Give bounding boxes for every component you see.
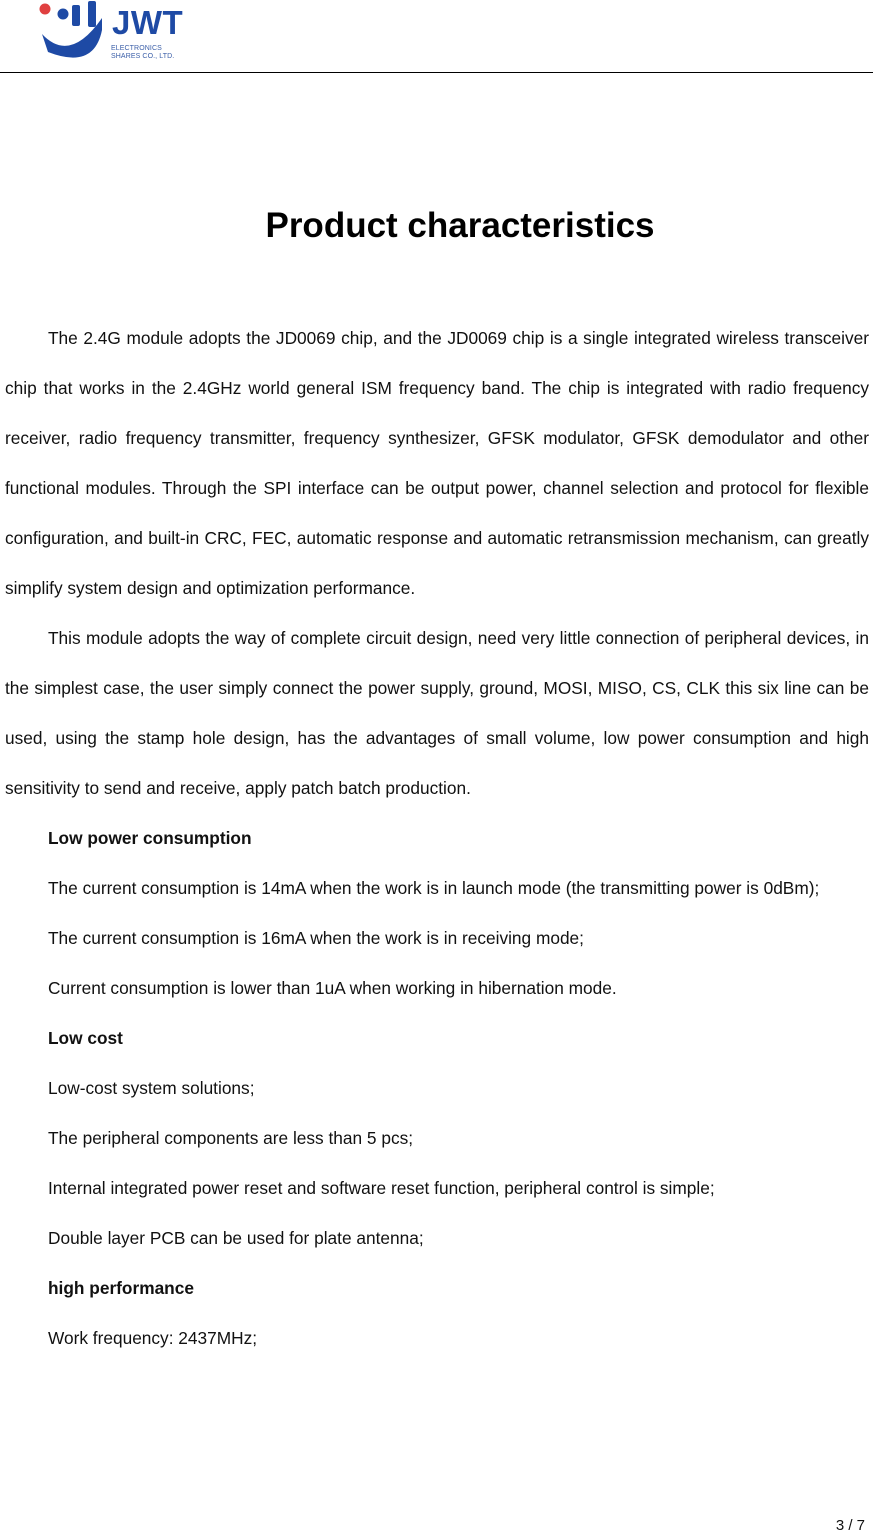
logo-company-name: ELECTRONICS SHARES CO., LTD. bbox=[111, 45, 175, 60]
page-number: 3 / 7 bbox=[835, 1517, 865, 1534]
high-performance-item: Work frequency: 2437MHz; bbox=[48, 1328, 258, 1348]
section-heading-high-performance: high performance bbox=[48, 1278, 194, 1298]
low-cost-item: The peripheral components are less than 5 pcs; bbox=[48, 1128, 414, 1148]
low-cost-item: Low-cost system solutions; bbox=[48, 1078, 255, 1098]
document-body bbox=[5, 313, 869, 1363]
design-paragraph: This module adopts the way of complete circuit design, need very little connection of peripheral devices, in the simplest case, the user simply connect the power supply, ground, MOSI, MISO, CS, CLK this six line can be used, using the stamp hole design, has the advantages of small volume, low power consumption and high sensitivity to send and receive, apply patch batch production. bbox=[5, 628, 869, 798]
page-header bbox=[0, 0, 873, 73]
low-cost-item: Double layer PCB can be used for plate antenna; bbox=[48, 1228, 424, 1248]
company-logo-icon bbox=[36, 0, 108, 72]
low-cost-item: Internal integrated power reset and software reset function, peripheral control is simple; bbox=[48, 1178, 715, 1198]
header-divider bbox=[0, 72, 873, 73]
section-heading-low-cost: Low cost bbox=[48, 1028, 123, 1048]
page-title: Product characteristics bbox=[265, 206, 655, 245]
low-power-launch-text: The current consumption is 14mA when the work is in launch mode (the transmitting power is 0dBm); bbox=[48, 878, 820, 898]
low-power-hibernate-text: Current consumption is lower than 1uA when working in hibernation mode. bbox=[48, 978, 617, 998]
section-heading-low-power: Low power consumption bbox=[48, 828, 252, 848]
logo-brand-text: JWT bbox=[112, 4, 184, 41]
intro-paragraph: The 2.4G module adopts the JD0069 chip, and the JD0069 chip is a single integrated wireless transceiver chip that works in the 2.4GHz world general ISM frequency band. The chip is integrated with radio frequency receiver, radio frequency transmitter, frequency synthesizer, GFSK modulator, GFSK demodulator and other functional modules. Through the SPI interface can be output power, channel selection and protocol for flexible configuration, and built-in CRC, FEC, automatic response and automatic retransmission mechanism, can greatly simplify system design and optimization performance. bbox=[5, 328, 869, 598]
low-power-receive-text: The current consumption is 16mA when the work is in receiving mode; bbox=[48, 928, 584, 948]
